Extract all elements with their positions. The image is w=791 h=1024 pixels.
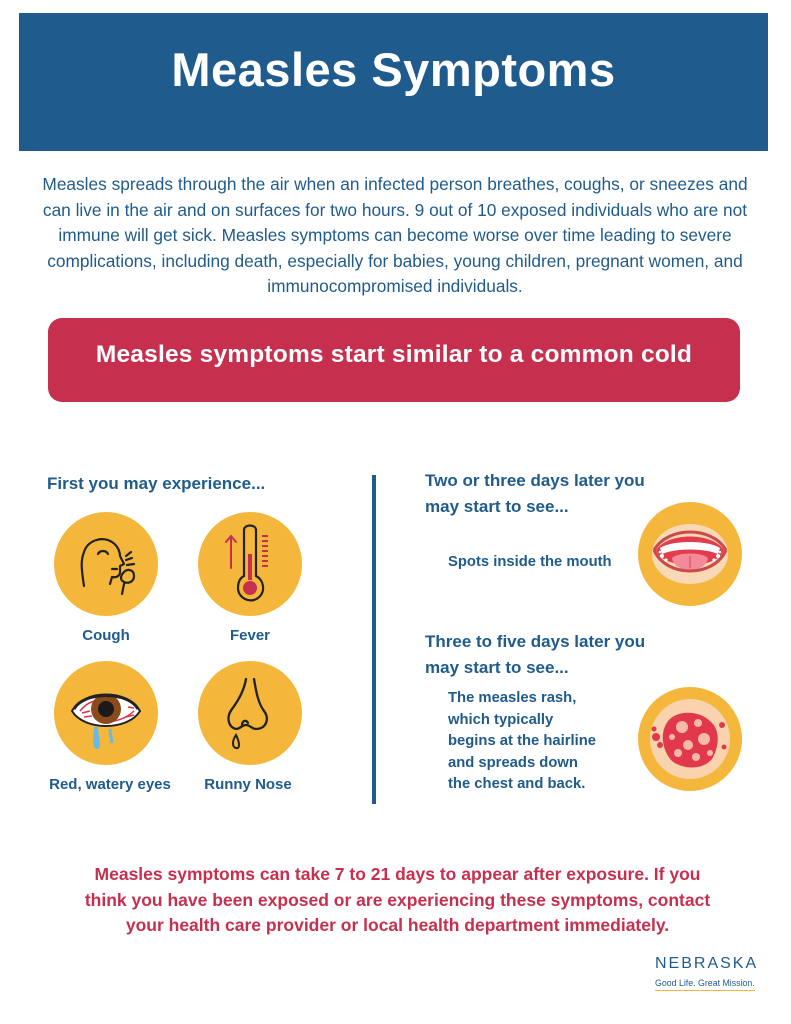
stage2-description-line: begins at the hairline — [448, 733, 596, 749]
stage2-description — [448, 688, 596, 796]
stage1-heading-line1: Two or three days later you — [425, 471, 645, 490]
stage2-heading-line1: Three to five days later you — [425, 632, 646, 651]
runny-nose-icon — [198, 661, 302, 765]
mouth-spots-icon — [638, 502, 742, 606]
cough-icon — [54, 512, 158, 616]
thermometer-icon — [198, 512, 302, 616]
banner-text: Measles symptoms start similar to a common cold — [95, 341, 693, 368]
rash-icon — [638, 687, 742, 791]
page-title: Measles Symptoms — [171, 42, 616, 96]
logo-name: NEBRASKA — [655, 955, 759, 972]
exposure-note-line: Measles symptoms can take 7 to 21 days to appear after exposure. If you — [94, 864, 701, 884]
stage2-description-line: The measles rash, — [448, 690, 577, 706]
intro-paragraph: Measles spreads through the air when an infected person breathes, coughs, or sneezes and can live in the air and on surfaces for two hours. 9 out of 10 exposed individuals who are not immune will get sick. Measles symptoms can become worse over time leading to severe complications, including death, especially for babies, young children, pregnant women, and immunocompromised individuals. — [42, 174, 748, 297]
column-divider — [372, 475, 376, 804]
first-symptoms-heading: First you may experience... — [47, 474, 266, 493]
common-cold-banner — [48, 318, 740, 402]
stage2-description-line: the chest and back. — [448, 776, 586, 792]
symptom-label-eyes: Red, watery eyes — [49, 776, 171, 793]
stage1-heading-line2: may start to see... — [425, 497, 569, 516]
exposure-note — [40, 862, 755, 939]
stage1-heading — [425, 468, 645, 520]
stage2-heading — [425, 629, 645, 681]
symptom-label-fever: Fever — [229, 627, 271, 644]
exposure-note-line: think you have been exposed or are experiencing these symptoms, contact — [84, 889, 711, 910]
title-banner — [19, 13, 768, 151]
exposure-note-line: your health care provider or local health department immediately. — [125, 915, 670, 935]
nebraska-logo — [655, 955, 767, 991]
stage2-description-line: and spreads down — [448, 754, 578, 771]
logo-tagline: Good Life. Great Mission. — [655, 978, 755, 991]
stage2-heading-line2: may start to see... — [425, 658, 569, 677]
stage2-description-line: which typically — [448, 711, 554, 728]
stage1-description: Spots inside the mouth — [448, 554, 612, 570]
watery-eye-icon — [54, 661, 158, 765]
symptom-label-nose: Runny Nose — [204, 776, 292, 793]
symptom-label-cough: Cough — [82, 627, 130, 644]
